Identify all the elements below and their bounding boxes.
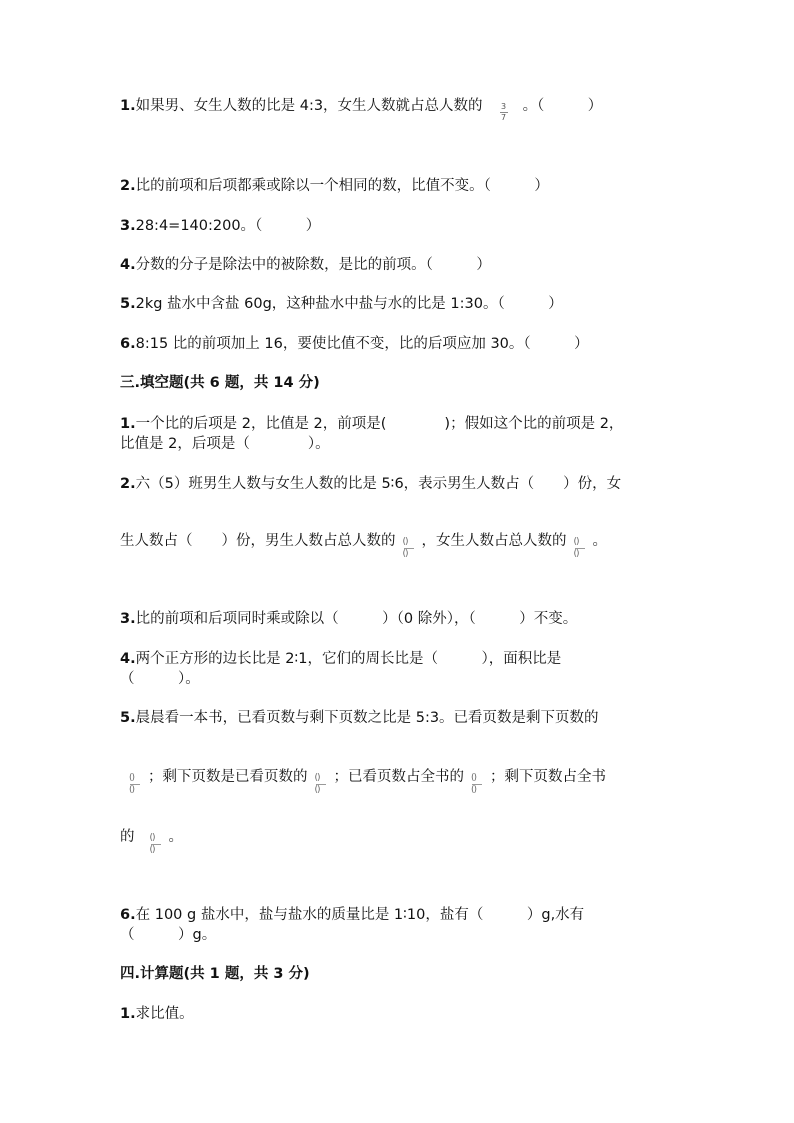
fill-item-4-line2[interactable]: （ ）。 [120,671,200,687]
fill-item-1-line2[interactable]: 比值是 2，后项是（ ）。 [120,436,330,452]
answer-parens[interactable]: 。（ ） [522,98,603,114]
item-text[interactable]: 生人数占（ ）份，男生人数占总人数的 [120,533,396,549]
section-4-title: 四.计算题(共 1 题，共 3 分) [120,966,310,982]
item-number: 3. [120,611,136,627]
item-number: 5. [120,710,136,726]
blank-denominator: () [471,785,477,795]
item-text[interactable]: 8:15 比的前项加上 16，要使比值不变，比的后项应加 30。（ ） [135,336,589,352]
item-text[interactable]: 晨晨看一本书，已看页数与剩下页数之比是 5:3。已看页数是剩下页数的 [135,710,599,726]
judge-item-1 [120,96,603,122]
item-text[interactable]: 2kg 盐水中含盐 60g，这种盐水中盐与水的比是 1:30。（ ） [135,296,563,312]
blank-numerator: () [471,773,477,783]
item-text[interactable]: 在 100 g 盐水中，盐与盐水的质量比是 1∶10，盐有（ ）g,水有 [135,907,585,923]
blank-numerator: () [314,773,320,783]
item-number: 1. [120,98,136,114]
blank-fraction[interactable] [470,774,484,796]
item-text[interactable]: 一个比的后项是 2，比值是 2，前项是( )；假如这个比的前项是 2， [135,416,624,432]
blank-numerator: () [573,537,579,547]
item-text[interactable]: ；已看页数占全书的 [333,769,464,785]
item-text[interactable]: ；剩下页数占全书 [490,769,606,785]
item-text[interactable]: 分数的分子是除法中的被除数，是比的前项。（ ） [135,257,491,273]
item-text: 求比值。 [135,1006,194,1022]
item-number: 4. [120,651,136,667]
fill-item-5-line2 [120,766,606,795]
item-text[interactable]: ；剩下页数是已看页数的 [148,769,308,785]
blank-numerator: () [129,773,135,783]
item-number: 2. [120,476,136,492]
item-number: 3. [120,218,136,234]
judge-item-2 [120,176,549,196]
blank-fraction[interactable] [314,774,328,796]
fill-item-2-line1 [120,474,621,494]
blank-fraction[interactable] [573,538,587,560]
fill-item-5-line1 [120,708,599,728]
calc-item-1 [120,1004,194,1024]
blank-fraction[interactable] [402,538,416,560]
blank-fraction[interactable] [128,774,142,796]
blank-numerator: () [402,537,408,547]
blank-denominator: () [402,549,408,559]
judge-item-4 [120,255,491,275]
item-text[interactable]: 两个正方形的边长比是 2∶1，它们的周长比是（ ），面积比是 [135,651,562,667]
item-text: 。 [168,829,183,845]
item-number: 5. [120,296,136,312]
item-number: 4. [120,257,136,273]
judge-item-6 [120,334,589,354]
fraction-denominator: 7 [501,112,507,122]
judge-item-5 [120,294,563,314]
blank-denominator: () [149,845,155,855]
item-text: 如果男、女生人数的比是 4:3，女生人数就占总人数的 [135,98,483,114]
fill-item-6-line1 [120,905,584,925]
fill-item-3 [120,609,577,629]
blank-numerator: () [149,833,155,843]
section-3-title: 三.填空题(共 6 题，共 14 分) [120,375,320,391]
item-number: 1. [120,416,136,432]
blank-denominator: () [314,785,320,795]
item-number: 1. [120,1006,136,1022]
item-text[interactable]: ，女生人数占总人数的 [421,533,567,549]
item-text[interactable]: 比的前项和后项同时乘或除以（ ）（0 除外），（ ）不变。 [135,611,578,627]
item-text: 。 [592,533,607,549]
item-number: 6. [120,907,136,923]
blank-denominator: () [573,549,579,559]
fill-item-5-line3 [120,826,183,855]
fill-item-4-line1 [120,649,561,669]
item-text[interactable]: 28:4=140:200。（ ） [135,218,321,234]
item-text[interactable]: 比的前项和后项都乘或除以一个相同的数，比值不变。（ ） [135,178,549,194]
item-number: 6. [120,336,136,352]
blank-denominator: () [129,785,135,795]
fraction-numerator: 3 [501,101,507,111]
fill-item-6-line2[interactable]: （ ）g。 [120,927,217,943]
blank-fraction[interactable] [149,834,163,856]
item-text: 的 [120,829,135,845]
item-text[interactable]: 六（5）班男生人数与女生人数的比是 5∶6，表示男生人数占（ ）份，女 [135,476,622,492]
judge-item-3 [120,216,320,236]
fill-item-1-line1 [120,414,623,434]
fraction-three-sevenths [497,103,511,122]
fill-item-2-line2 [120,530,607,559]
item-number: 2. [120,178,136,194]
